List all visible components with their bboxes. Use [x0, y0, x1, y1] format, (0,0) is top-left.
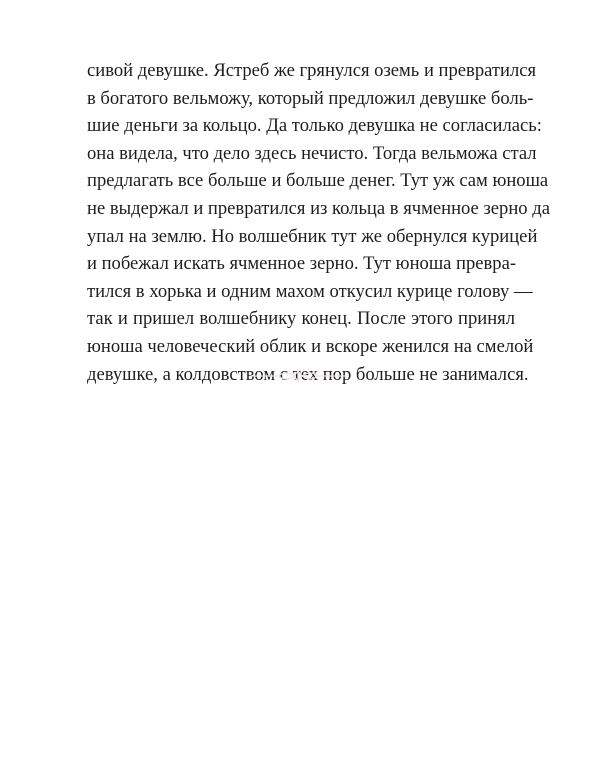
text-line: сивой девушке. Ястреб же грянулся оземь и превратился: [87, 60, 537, 81]
text-line: шие деньги за кольцо. Да только девушка не согласилась:: [87, 115, 542, 137]
text-line: в богатого вельможу, который предложил девушке боль-: [87, 87, 534, 109]
text-line: упал на землю. Но волшебник тут же обернулся курицей: [87, 225, 538, 247]
text-line: и побежал искать ячменное зерно. Тут юноша превра-: [87, 253, 517, 275]
text-line: она видела, что дело здесь нечисто. Тогда вельможа стал: [87, 142, 537, 164]
text-line: юноша человеческий облик и вскоре женился на смелой: [87, 335, 534, 357]
text-line: так и пришел волшебнику конец. После этого принял: [87, 308, 515, 330]
text-line: девушке, а колдовством с тех пор больше не занимался.: [87, 363, 529, 385]
body-text: [87, 57, 550, 388]
ornament-divider-icon: [248, 368, 348, 384]
text-line: предлагать все больше и больше денег. Тут уж сам юноша: [87, 170, 549, 192]
text-line: не выдержал и превратился из кольца в ячменное зерно да: [87, 197, 550, 219]
text-line: тился в хорька и одним махом откусил курице голову —: [87, 280, 533, 302]
